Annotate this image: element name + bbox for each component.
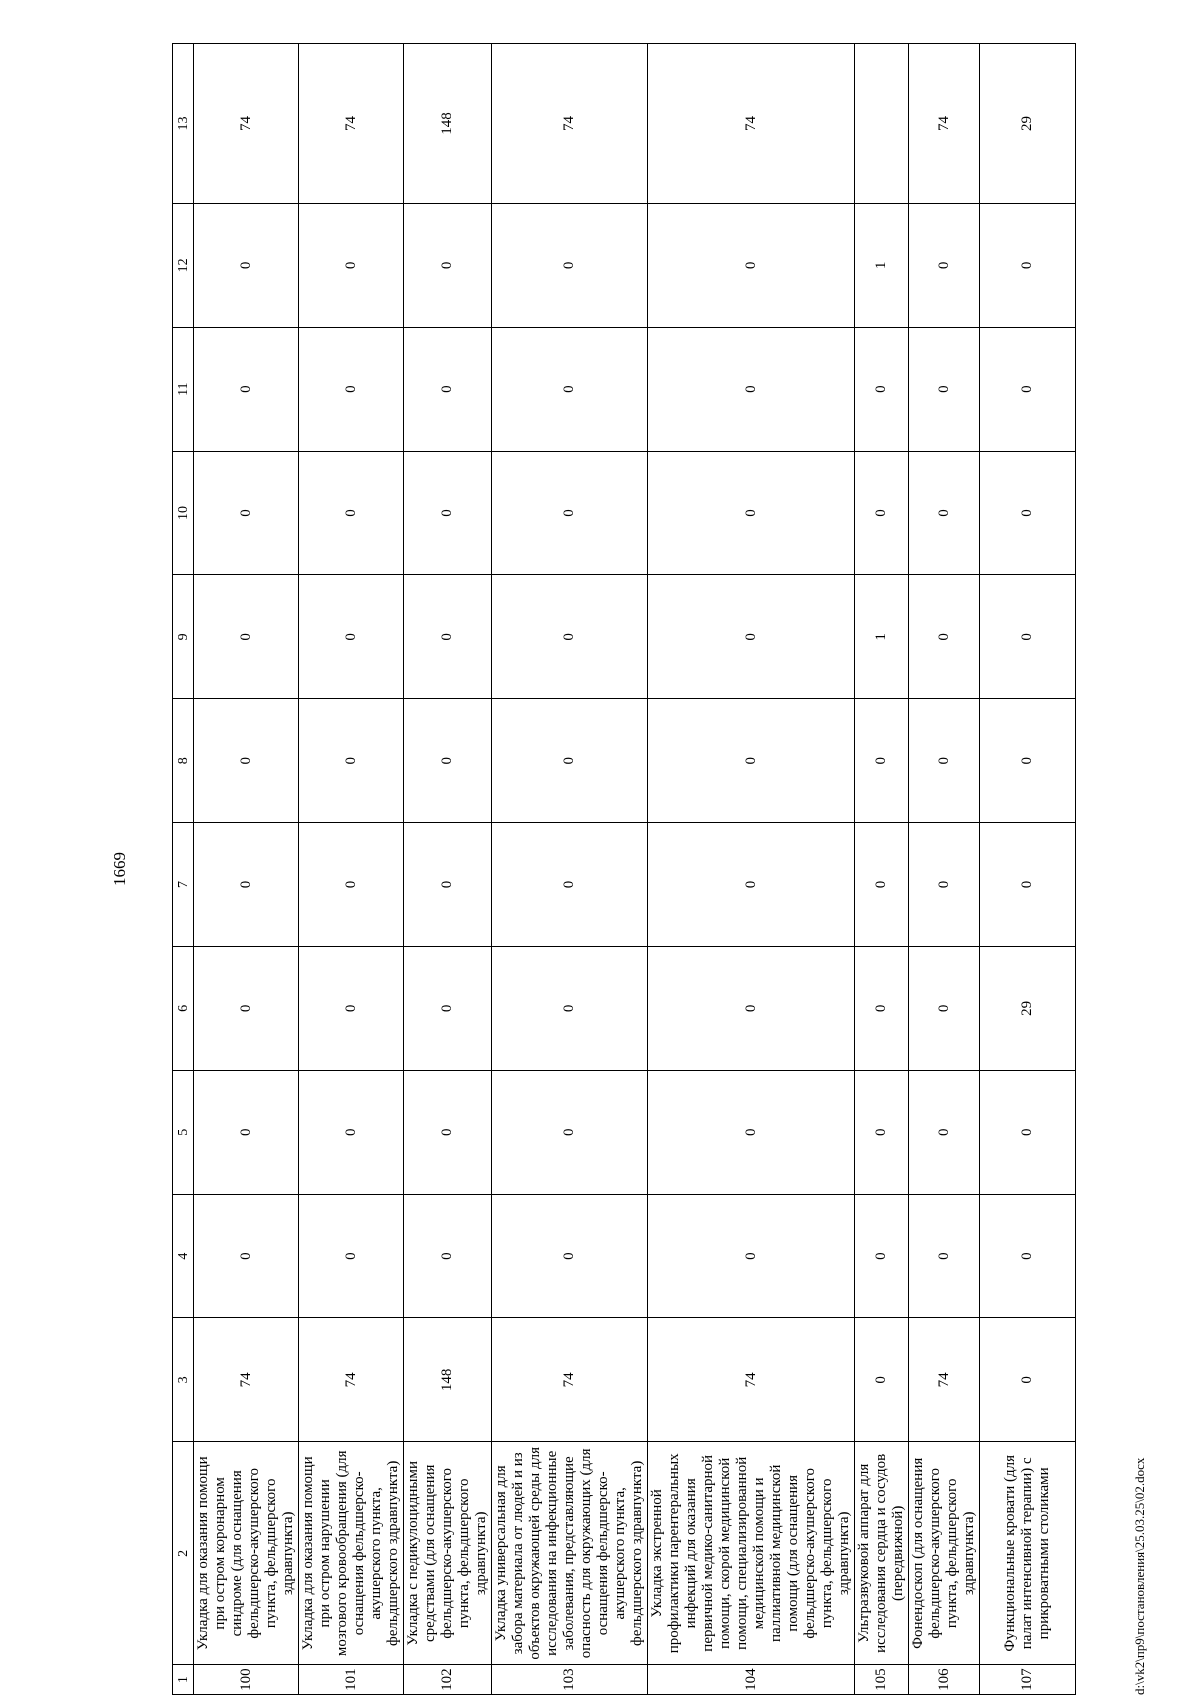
value-cell: 0 [194, 451, 299, 575]
value-cell: 0 [404, 451, 492, 575]
item-name-cell: Укладка экстренной профилактики парентеральных инфекций для оказания первичной медико-санитарной помощи, скорой медицинской помощи, специализированной медицинской помощи и паллиативной медицинской помощи (для оснащения фельдшерско-акушерского пункта, фельдшерского здравпункта) [648, 1442, 855, 1665]
value-cell [855, 44, 909, 204]
value-cell: 0 [855, 327, 909, 451]
table-row [404, 44, 492, 1695]
value-cell: 0 [909, 203, 980, 327]
value-cell: 0 [194, 203, 299, 327]
value-cell: 0 [980, 575, 1076, 699]
value-cell: 0 [648, 451, 855, 575]
rotated-page-content [110, 43, 1147, 1695]
value-cell: 0 [648, 699, 855, 823]
value-cell: 0 [648, 823, 855, 947]
value-cell: 0 [648, 575, 855, 699]
row-number-cell: 106 [909, 1665, 980, 1695]
value-cell: 0 [909, 575, 980, 699]
value-cell: 0 [980, 1070, 1076, 1194]
value-cell: 0 [194, 575, 299, 699]
value-cell: 0 [909, 1194, 980, 1318]
value-cell: 0 [855, 1194, 909, 1318]
value-cell: 0 [492, 451, 648, 575]
value-cell: 0 [404, 1194, 492, 1318]
value-cell: 0 [194, 1194, 299, 1318]
value-cell: 148 [404, 44, 492, 204]
value-cell: 0 [404, 946, 492, 1070]
column-header: 1 [173, 1665, 194, 1695]
table-row [299, 44, 404, 1695]
value-cell: 0 [299, 1070, 404, 1194]
value-cell: 0 [492, 575, 648, 699]
value-cell: 0 [855, 1318, 909, 1442]
column-header: 13 [173, 44, 194, 204]
value-cell: 0 [909, 946, 980, 1070]
value-cell: 0 [492, 327, 648, 451]
value-cell: 0 [980, 327, 1076, 451]
value-cell: 1 [855, 575, 909, 699]
value-cell: 74 [299, 44, 404, 204]
column-header: 11 [173, 327, 194, 451]
row-number-cell: 104 [648, 1665, 855, 1695]
value-cell: 0 [909, 1070, 980, 1194]
value-cell: 0 [404, 823, 492, 947]
value-cell: 0 [299, 699, 404, 823]
row-number-cell: 105 [855, 1665, 909, 1695]
value-cell: 0 [194, 946, 299, 1070]
value-cell: 0 [404, 1070, 492, 1194]
value-cell: 0 [299, 575, 404, 699]
value-cell: 74 [492, 1318, 648, 1442]
value-cell: 74 [648, 1318, 855, 1442]
value-cell: 0 [194, 327, 299, 451]
value-cell: 0 [299, 946, 404, 1070]
column-header: 9 [173, 575, 194, 699]
column-header: 10 [173, 451, 194, 575]
value-cell: 74 [909, 1318, 980, 1442]
value-cell: 0 [194, 1070, 299, 1194]
value-cell: 0 [855, 699, 909, 823]
item-name-cell: Укладка для оказания помощи при остром коронарном синдроме (для оснащения фельдшерско-акушерского пункта, фельдшерского здравпункта) [194, 1442, 299, 1665]
equipment-table [172, 43, 1076, 1695]
column-header: 4 [173, 1194, 194, 1318]
row-number-cell: 107 [980, 1665, 1076, 1695]
item-name-cell: Укладка для оказания помощи при остром нарушении мозгового кровообращения (для оснащения фельдшерско-акушерского пункта, фельдшерского здравпункта) [299, 1442, 404, 1665]
value-cell: 74 [492, 44, 648, 204]
value-cell: 0 [909, 699, 980, 823]
value-cell: 0 [980, 1194, 1076, 1318]
value-cell: 0 [404, 699, 492, 823]
value-cell: 0 [194, 699, 299, 823]
item-name-cell: Функциональные кровати (для палат интенсивной терапии) с прикроватными столиками [980, 1442, 1076, 1665]
value-cell: 0 [648, 1070, 855, 1194]
value-cell: 0 [492, 823, 648, 947]
page-number: 1669 [110, 852, 129, 886]
value-cell: 0 [299, 203, 404, 327]
item-name-cell: Укладка универсальная для забора материала от людей и из объектов окружающей среды для исследования на инфекционные заболевания, представляющие опасность для окружающих (для оснащения фельдшерско-акушерского пункта, фельдшерского здравпункта) [492, 1442, 648, 1665]
value-cell: 0 [980, 1318, 1076, 1442]
value-cell: 74 [194, 44, 299, 204]
value-cell: 0 [980, 823, 1076, 947]
value-cell: 0 [648, 946, 855, 1070]
value-cell: 0 [299, 451, 404, 575]
value-cell: 0 [980, 699, 1076, 823]
value-cell: 0 [492, 1194, 648, 1318]
column-header: 3 [173, 1318, 194, 1442]
value-cell: 0 [299, 327, 404, 451]
row-number-cell: 100 [194, 1665, 299, 1695]
table-row [909, 44, 980, 1695]
value-cell: 0 [404, 575, 492, 699]
value-cell: 0 [299, 823, 404, 947]
table-body [194, 44, 1076, 1695]
value-cell: 0 [299, 1194, 404, 1318]
value-cell: 74 [299, 1318, 404, 1442]
value-cell: 0 [194, 823, 299, 947]
value-cell: 74 [194, 1318, 299, 1442]
column-header: 5 [173, 1070, 194, 1194]
value-cell: 0 [855, 823, 909, 947]
value-cell: 0 [980, 203, 1076, 327]
table-row [648, 44, 855, 1695]
value-cell: 74 [648, 44, 855, 204]
table-row [194, 44, 299, 1695]
value-cell: 0 [855, 1070, 909, 1194]
value-cell: 148 [404, 1318, 492, 1442]
value-cell: 0 [648, 203, 855, 327]
value-cell: 0 [648, 1194, 855, 1318]
table-header-row [173, 44, 194, 1695]
row-number-cell: 101 [299, 1665, 404, 1695]
table-row [492, 44, 648, 1695]
item-name-cell: Укладка с педикулоцидными средствами (для оснащения фельдшерско-акушерского пункта, фельдшерского здравпункта) [404, 1442, 492, 1665]
column-header: 12 [173, 203, 194, 327]
value-cell: 1 [855, 203, 909, 327]
value-cell: 0 [648, 327, 855, 451]
value-cell: 0 [909, 823, 980, 947]
column-header: 7 [173, 823, 194, 947]
value-cell: 0 [492, 1070, 648, 1194]
value-cell: 0 [855, 451, 909, 575]
column-header: 2 [173, 1442, 194, 1665]
column-header: 6 [173, 946, 194, 1070]
table-row [855, 44, 909, 1695]
footer-file-path: d:\vk2\пр9\постановления\25.03.25\02.docx [1132, 1457, 1147, 1695]
value-cell: 29 [980, 44, 1076, 204]
row-number-cell: 103 [492, 1665, 648, 1695]
value-cell: 0 [492, 946, 648, 1070]
value-cell: 74 [909, 44, 980, 204]
row-number-cell: 102 [404, 1665, 492, 1695]
value-cell: 0 [909, 327, 980, 451]
value-cell: 0 [855, 946, 909, 1070]
value-cell: 0 [492, 203, 648, 327]
value-cell: 29 [980, 946, 1076, 1070]
value-cell: 0 [404, 327, 492, 451]
item-name-cell: Ультразвуковой аппарат для исследования сердца и сосудов (передвижной) [855, 1442, 909, 1665]
table-row [980, 44, 1076, 1695]
value-cell: 0 [980, 451, 1076, 575]
value-cell: 0 [404, 203, 492, 327]
item-name-cell: Фонендоскоп (для оснащения фельдшерско-акушерского пункта, фельдшерского здравпункта) [909, 1442, 980, 1665]
column-header: 8 [173, 699, 194, 823]
value-cell: 0 [909, 451, 980, 575]
value-cell: 0 [492, 699, 648, 823]
